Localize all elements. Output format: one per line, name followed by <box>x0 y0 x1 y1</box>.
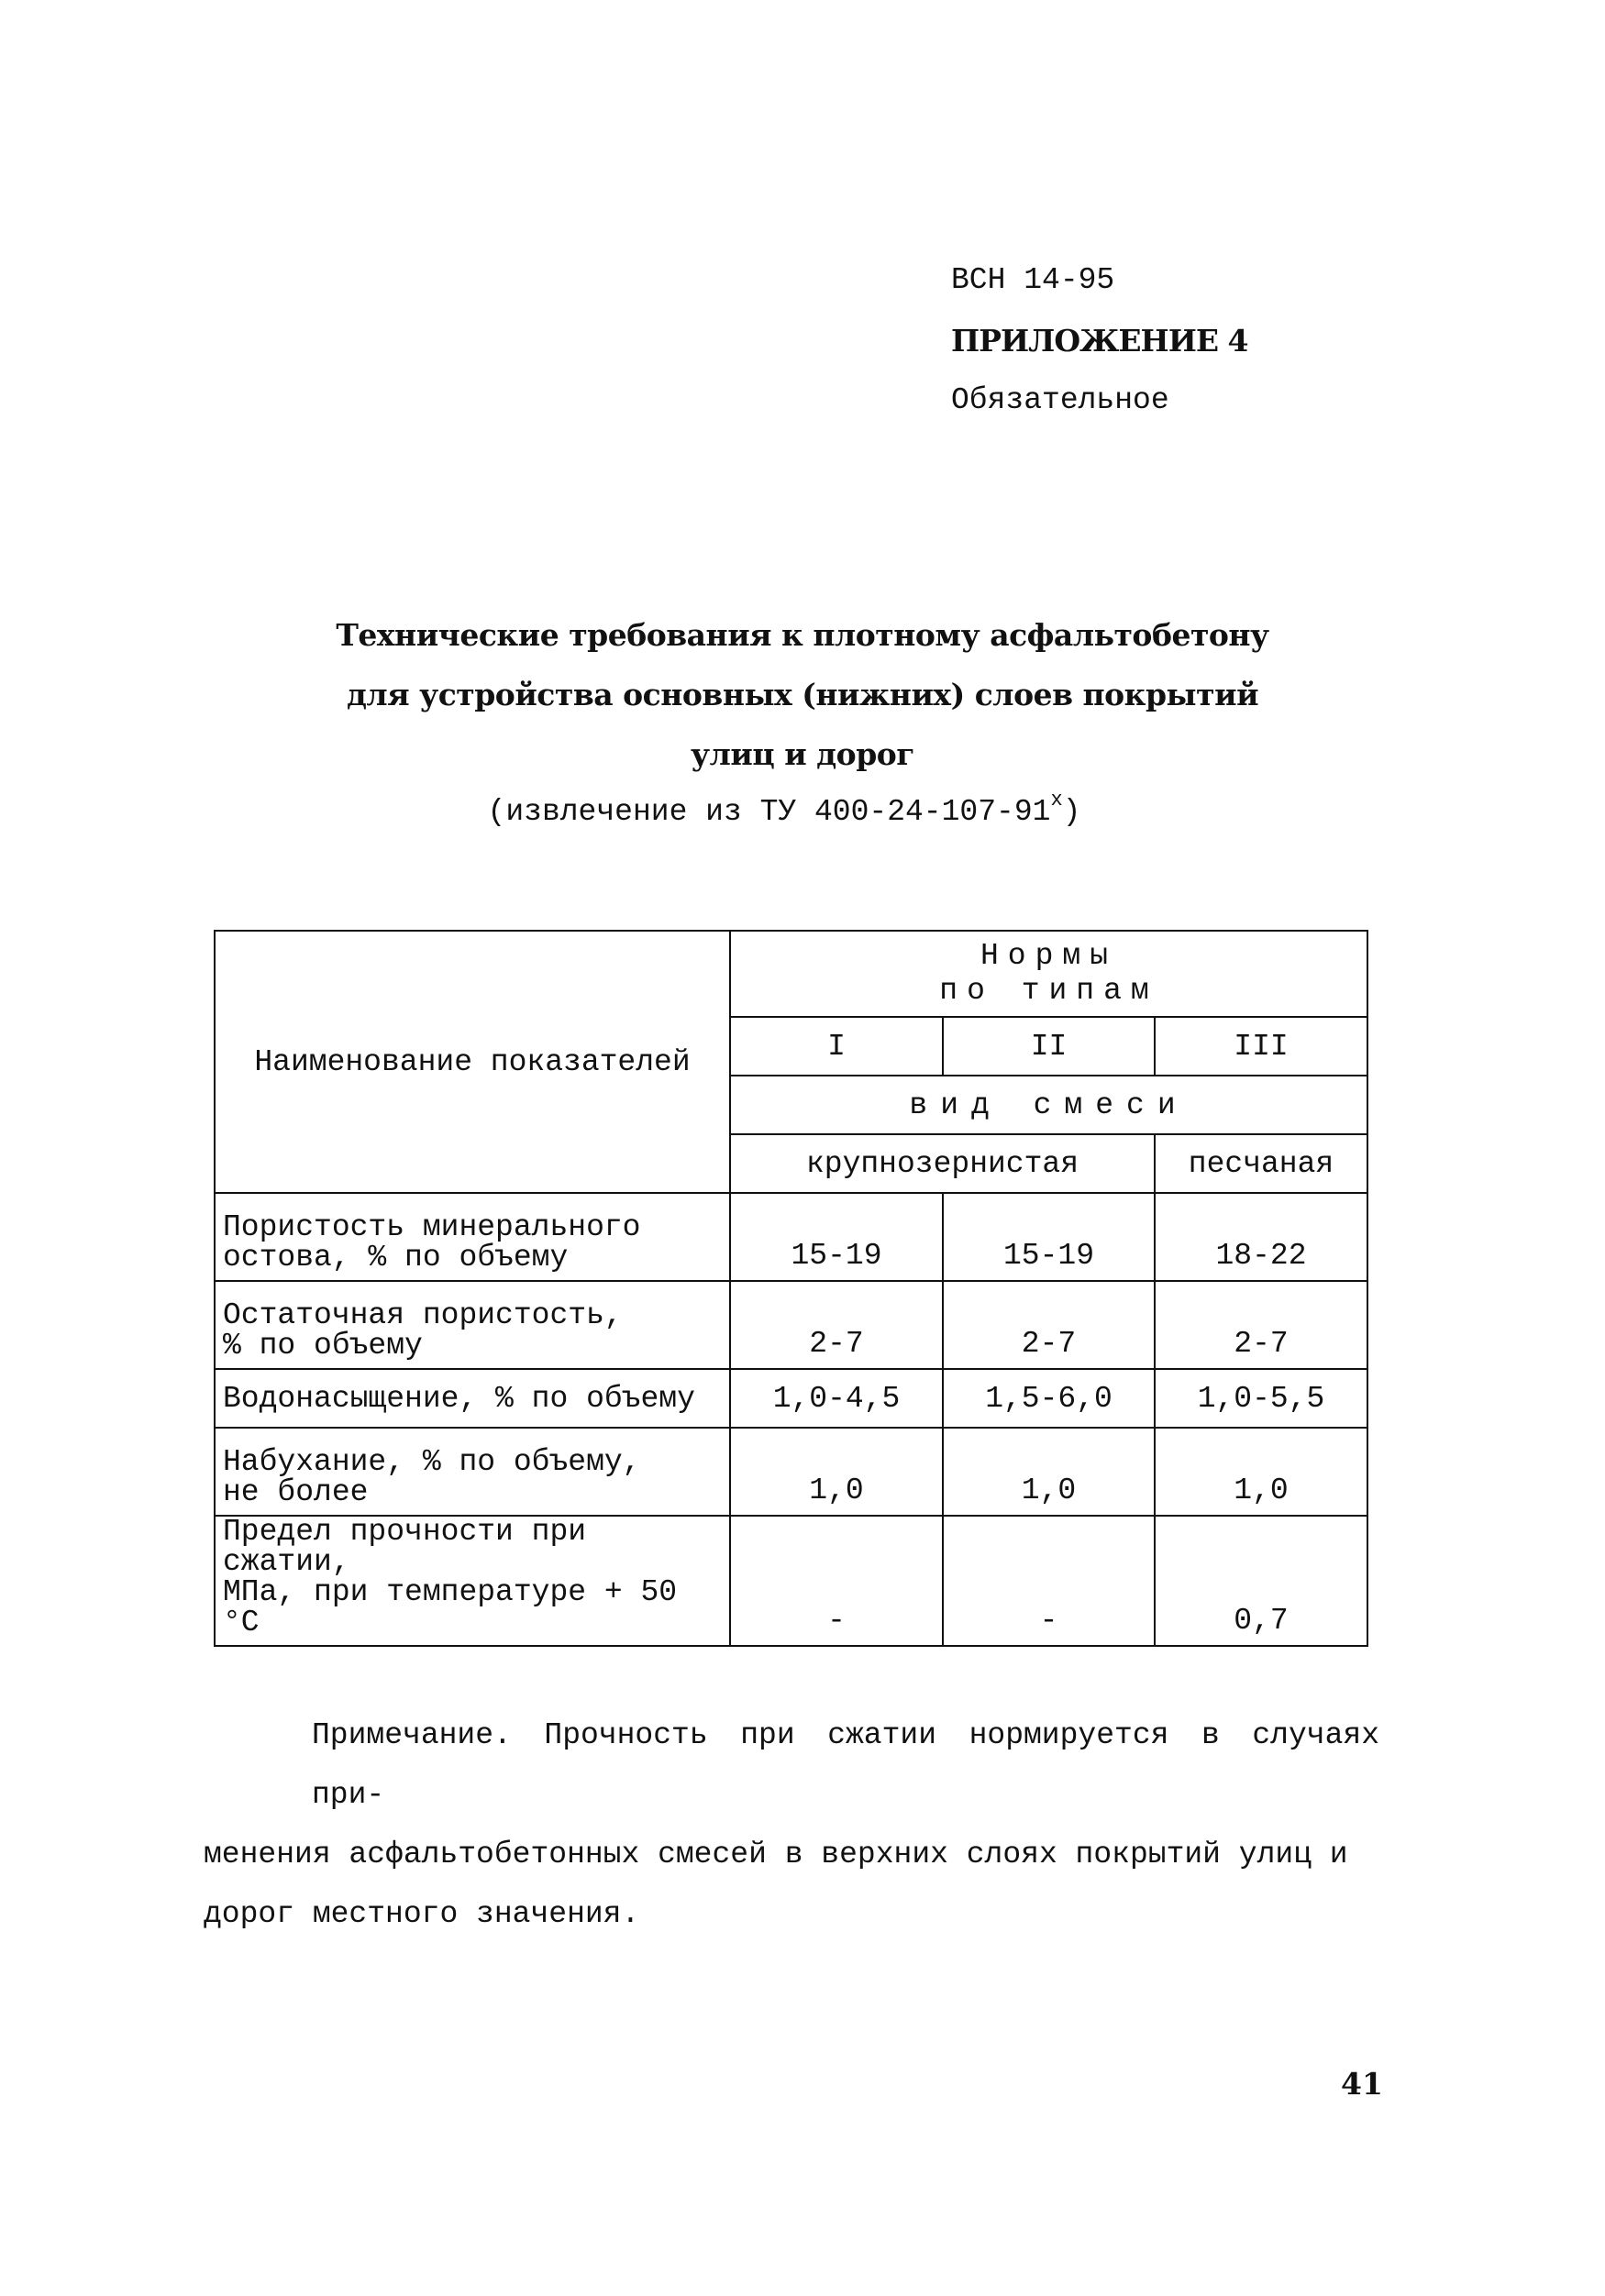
row-label <box>215 1193 730 1281</box>
row-value-type-1: 2-7 <box>730 1281 943 1369</box>
row-label-line-1: Водонасыщение, % по объему <box>223 1381 695 1416</box>
table-row <box>215 1516 1367 1646</box>
row-value-type-2: 2-7 <box>943 1281 1155 1369</box>
title-line-2: для устройства основных (нижних) слоев покрытий <box>346 677 1259 712</box>
row-label <box>215 1369 730 1428</box>
type-2-header: II <box>943 1017 1155 1076</box>
norms-line-2: по типам <box>939 974 1158 1008</box>
mix-sand-header: песчаная <box>1155 1134 1367 1193</box>
table-row <box>215 1369 1367 1428</box>
table-row <box>215 1281 1367 1369</box>
note-line-2: менения асфальтобетонных смесей в верхних слоях покрытий улиц и <box>204 1838 1348 1871</box>
row-value-type-3: 1,0 <box>1155 1428 1367 1516</box>
row-label-line-2: остова, % по объему <box>223 1241 569 1275</box>
row-value-type-3: 1,0-5,5 <box>1155 1369 1367 1428</box>
requirements-table <box>214 930 1368 1647</box>
row-label-line-2: МПа, при температуре + 50 °С <box>223 1575 678 1639</box>
row-value-type-1: - <box>730 1516 943 1646</box>
appendix-label: ПРИЛОЖЕНИЕ 4 <box>951 323 1248 359</box>
norms-line-1: Нормы <box>980 939 1118 973</box>
row-value-type-1: 15-19 <box>730 1193 943 1281</box>
note-paragraph <box>204 1705 1379 1944</box>
appendix-status: Обязательное <box>951 383 1169 417</box>
column-header-name: Наименование показателей <box>215 931 730 1193</box>
row-value-type-2: 15-19 <box>943 1193 1155 1281</box>
row-label-line-2: не более <box>223 1475 369 1509</box>
row-value-type-3: 18-22 <box>1155 1193 1367 1281</box>
row-label <box>215 1516 730 1646</box>
row-value-type-1: 1,0-4,5 <box>730 1369 943 1428</box>
row-label-line-1: Остаточная пористость, <box>223 1298 623 1332</box>
column-header-norms <box>730 931 1367 1017</box>
row-value-type-2: 1,0 <box>943 1428 1155 1516</box>
subtitle-superscript: x <box>1050 789 1063 811</box>
mix-kind-header: вид смеси <box>730 1076 1367 1134</box>
type-1-header: I <box>730 1017 943 1076</box>
row-value-type-1: 1,0 <box>730 1428 943 1516</box>
document-code: ВСН 14-95 <box>951 263 1115 297</box>
subtitle-close: ) <box>1062 795 1081 829</box>
row-label-line-1: Набухание, % по объему, <box>223 1445 641 1479</box>
row-label-line-1: Предел прочности при сжатии, <box>223 1515 587 1579</box>
subtitle-main: (извлечение из ТУ 400-24-107-91 <box>487 795 1051 829</box>
table-header-row-norms <box>215 931 1367 1017</box>
row-value-type-3: 2-7 <box>1155 1281 1367 1369</box>
row-label <box>215 1281 730 1369</box>
row-value-type-3: 0,7 <box>1155 1516 1367 1646</box>
row-label-line-2: % по объему <box>223 1329 423 1363</box>
note-line-1: Примечание. Прочность при сжатии нормируется в случаях при- <box>312 1718 1379 1812</box>
row-value-type-2: - <box>943 1516 1155 1646</box>
title-line-3: улиц и дорог <box>690 736 914 772</box>
table-row <box>215 1193 1367 1281</box>
row-label <box>215 1428 730 1516</box>
note-line-3: дорог местного значения. <box>204 1897 640 1931</box>
page-number: 41 <box>1341 2066 1383 2102</box>
row-value-type-2: 1,5-6,0 <box>943 1369 1155 1428</box>
type-3-header: III <box>1155 1017 1367 1076</box>
title-line-1: Технические требования к плотному асфальтобетону <box>336 617 1269 653</box>
subtitle <box>0 789 1568 829</box>
table-row <box>215 1428 1367 1516</box>
row-label-line-1: Пористость минерального <box>223 1210 641 1244</box>
mix-coarse-header: крупнозернистая <box>730 1134 1155 1193</box>
